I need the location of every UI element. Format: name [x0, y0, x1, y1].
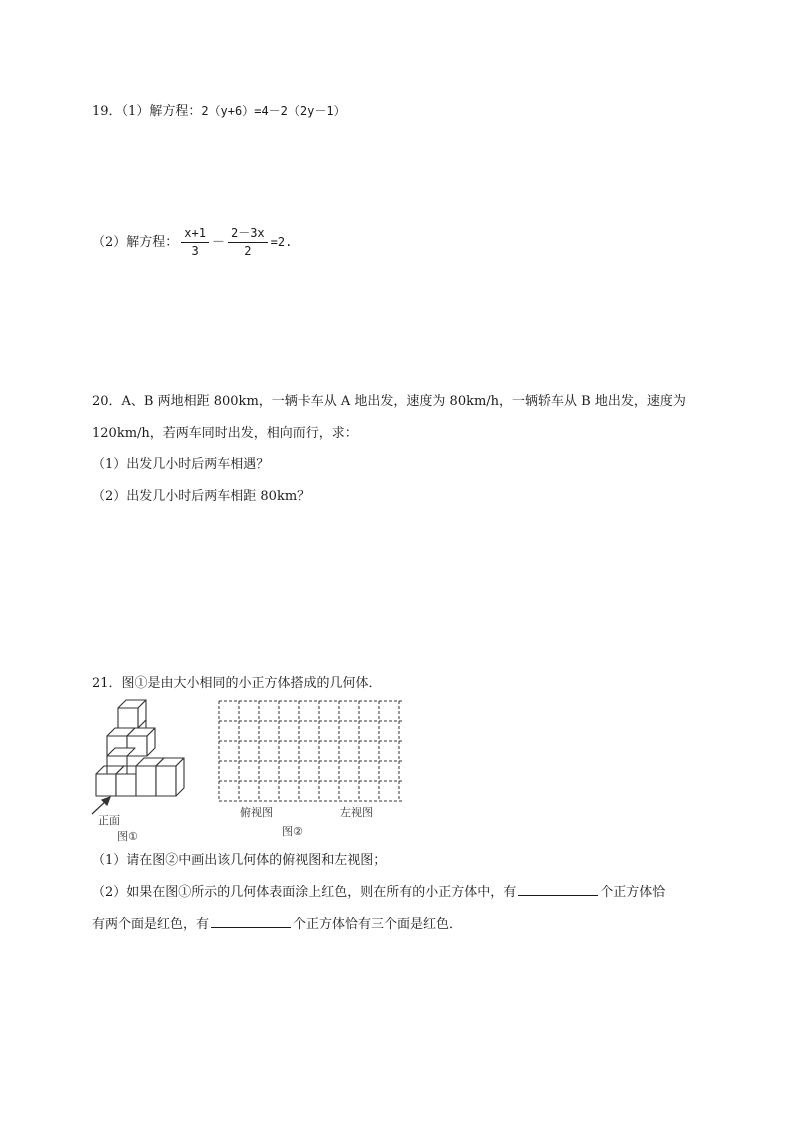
q19-part1-equation: 2（y+6）=4－2（2y－1） — [201, 104, 346, 118]
q21-stem: 21．图①是由大小相同的小正方体搭成的几何体． — [92, 676, 382, 691]
q21-part2-text-c: 有两个面是红色，有 — [92, 917, 210, 932]
figure-2-caption: 图② — [282, 825, 303, 838]
q21-part2-text-a: （2）如果在图①所示的几何体表面涂上红色，则在所有的小正方体中，有 — [92, 885, 517, 900]
fraction-denominator: 3 — [191, 244, 199, 258]
left-view-label: 左视图 — [340, 806, 373, 819]
figure-1-caption: 图① — [117, 830, 138, 843]
q20-part2: （2）出发几小时后两车相距 80km？ — [92, 489, 311, 504]
q19-part1-prefix: 19．（1）解方程： — [92, 104, 202, 119]
fraction-x-plus-1-over-3 — [181, 225, 209, 260]
q21-part2-line2 — [92, 915, 462, 934]
q21-part2-text-b: 个正方体恰 — [600, 885, 666, 900]
fraction-2-minus-3x-over-2 — [228, 225, 268, 260]
fraction-numerator: 2－3x — [228, 225, 268, 243]
fraction-numerator: x+1 — [181, 225, 209, 243]
front-label: 正面 — [98, 814, 120, 827]
equation-tail: =2. — [270, 235, 293, 249]
q20-part1: （1）出发几小时后两车相遇？ — [92, 457, 270, 472]
q21-part2-text-d: 个正方体恰有三个面是红色． — [293, 917, 463, 932]
q19-part2-prefix: （2）解方程： — [92, 235, 179, 250]
q19-part1 — [92, 102, 346, 121]
dashed-grid-figure — [218, 700, 402, 802]
answer-blank-2[interactable] — [211, 915, 291, 928]
q20-line1: 20．A、B 两地相距 800km，一辆卡车从 A 地出发，速度为 80km/h，一辆轿车从 B 地出发，速度为 — [92, 394, 686, 409]
q21-part1: （1）请在图②中画出该几何体的俯视图和左视图； — [92, 853, 387, 868]
q21-part2-line1 — [92, 883, 665, 902]
minus-sign: － — [211, 235, 225, 250]
answer-blank-1[interactable] — [518, 883, 598, 896]
top-view-label: 俯视图 — [240, 806, 273, 819]
q20-line2: 120km/h，若两车同时出发，相向而行，求： — [92, 426, 358, 441]
fraction-denominator: 2 — [244, 244, 252, 258]
cube — [156, 758, 184, 796]
q19-part2 — [92, 222, 292, 263]
